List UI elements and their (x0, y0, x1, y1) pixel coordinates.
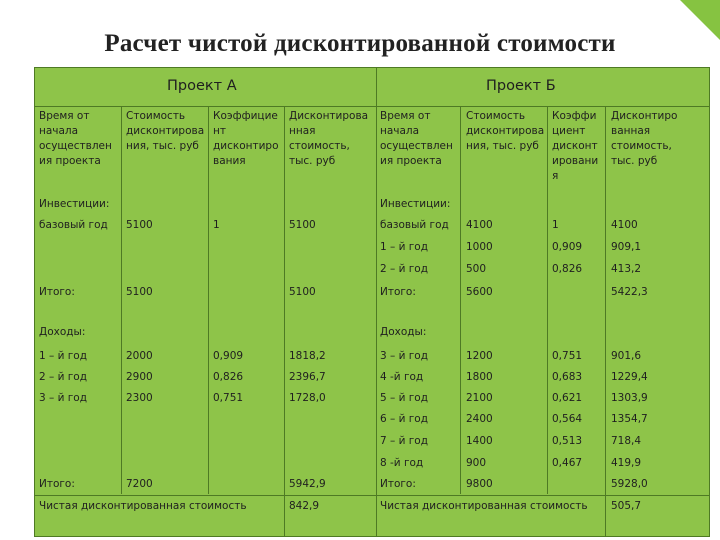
row-coef: 0,909 (213, 350, 244, 362)
row-cost: 5100 (126, 219, 153, 231)
row-year: базовый год (380, 219, 449, 231)
row-cost: 900 (466, 457, 487, 469)
row-year: 4 -й год (380, 371, 424, 383)
row-coef: 0,467 (552, 457, 583, 469)
total-discounted: 5942,9 (289, 478, 326, 490)
row-cost: 2100 (466, 392, 493, 404)
row-cost: 2300 (126, 392, 153, 404)
footer-line (35, 495, 709, 496)
row-cost: 4100 (466, 219, 493, 231)
npv-value: 842,9 (289, 500, 320, 512)
row-cost: 1800 (466, 371, 493, 383)
total-cost: 7200 (126, 478, 153, 490)
npv-value: 505,7 (611, 500, 642, 512)
header-b-cost: Стоимость дисконтирова ния, тыс. руб (466, 110, 545, 152)
row-cost: 2000 (126, 350, 153, 362)
col-divider-b1 (460, 106, 461, 494)
row-discounted: 2396,7 (289, 371, 326, 383)
section-label: Доходы: (380, 326, 427, 338)
row-discounted: 909,1 (611, 241, 642, 253)
total-cost: 9800 (466, 478, 493, 490)
project-b-title: Проект Б (486, 78, 556, 94)
total-discounted: 5928,0 (611, 478, 648, 490)
row-year: 2 – й год (39, 371, 87, 383)
row-discounted: 1354,7 (611, 413, 648, 425)
row-year: 1 – й год (380, 241, 428, 253)
total-label: Итого: (39, 286, 75, 298)
slide-title: Расчет чистой дисконтированной стоимости (104, 30, 616, 57)
row-year: 8 -й год (380, 457, 424, 469)
header-b-time: Время от начала осуществлен ия проекта (380, 110, 453, 167)
total-cost: 5600 (466, 286, 493, 298)
row-cost: 2900 (126, 371, 153, 383)
total-label: Итого: (380, 286, 416, 298)
row-cost: 2400 (466, 413, 493, 425)
row-discounted: 1303,9 (611, 392, 648, 404)
project-divider (376, 68, 377, 536)
row-cost: 1200 (466, 350, 493, 362)
col-divider-a3 (284, 106, 285, 536)
section-label: Инвестиции: (380, 198, 451, 210)
row-discounted: 1818,2 (289, 350, 326, 362)
row-coef: 0,751 (213, 392, 244, 404)
row-coef: 0,826 (213, 371, 244, 383)
row-cost: 500 (466, 263, 487, 275)
row-year: 3 – й год (380, 350, 428, 362)
total-cost: 5100 (126, 286, 153, 298)
row-coef: 0,513 (552, 435, 583, 447)
row-year: 6 – й год (380, 413, 428, 425)
row-discounted: 718,4 (611, 435, 642, 447)
row-coef: 0,909 (552, 241, 583, 253)
row-coef: 1 (213, 219, 220, 231)
row-year: базовый год (39, 219, 108, 231)
row-year: 1 – й год (39, 350, 87, 362)
row-discounted: 1728,0 (289, 392, 326, 404)
row-coef: 1 (552, 219, 559, 231)
row-coef: 0,826 (552, 263, 583, 275)
header-b-coef: Коэффи циент дисконт ировани я (552, 110, 599, 182)
npv-label: Чистая дисконтированная стоимость (380, 500, 588, 512)
header-b-discounted: Дисконтиро ванная стоимость, тыс. руб (611, 110, 678, 167)
header-line (35, 106, 709, 107)
col-divider-a1 (121, 106, 122, 494)
row-discounted: 5100 (289, 219, 316, 231)
total-label: Итого: (39, 478, 75, 490)
row-year: 7 – й год (380, 435, 428, 447)
row-year: 2 – й год (380, 263, 428, 275)
row-discounted: 1229,4 (611, 371, 648, 383)
row-cost: 1400 (466, 435, 493, 447)
header-a-discounted: Дисконтирова нная стоимость, тыс. руб (289, 110, 369, 167)
npv-label: Чистая дисконтированная стоимость (39, 500, 247, 512)
npv-table (34, 67, 710, 537)
total-discounted: 5422,3 (611, 286, 648, 298)
col-divider-b3 (605, 106, 606, 536)
header-a-coef: Коэффицие нт дисконтиро вания (213, 110, 279, 167)
row-cost: 1000 (466, 241, 493, 253)
section-label: Инвестиции: (39, 198, 110, 210)
section-label: Доходы: (39, 326, 86, 338)
row-year: 5 – й год (380, 392, 428, 404)
total-discounted: 5100 (289, 286, 316, 298)
row-discounted: 419,9 (611, 457, 642, 469)
col-divider-a2 (208, 106, 209, 494)
total-label: Итого: (380, 478, 416, 490)
row-discounted: 901,6 (611, 350, 642, 362)
header-a-time: Время от начала осуществлен ия проекта (39, 110, 112, 167)
row-coef: 0,564 (552, 413, 583, 425)
col-divider-b2 (547, 106, 548, 494)
row-discounted: 4100 (611, 219, 638, 231)
row-coef: 0,751 (552, 350, 583, 362)
row-year: 3 – й год (39, 392, 87, 404)
row-coef: 0,621 (552, 392, 583, 404)
header-a-cost: Стоимость дисконтирова ния, тыс. руб (126, 110, 205, 152)
row-discounted: 413,2 (611, 263, 642, 275)
project-a-title: Проект А (167, 78, 237, 94)
row-coef: 0,683 (552, 371, 583, 383)
